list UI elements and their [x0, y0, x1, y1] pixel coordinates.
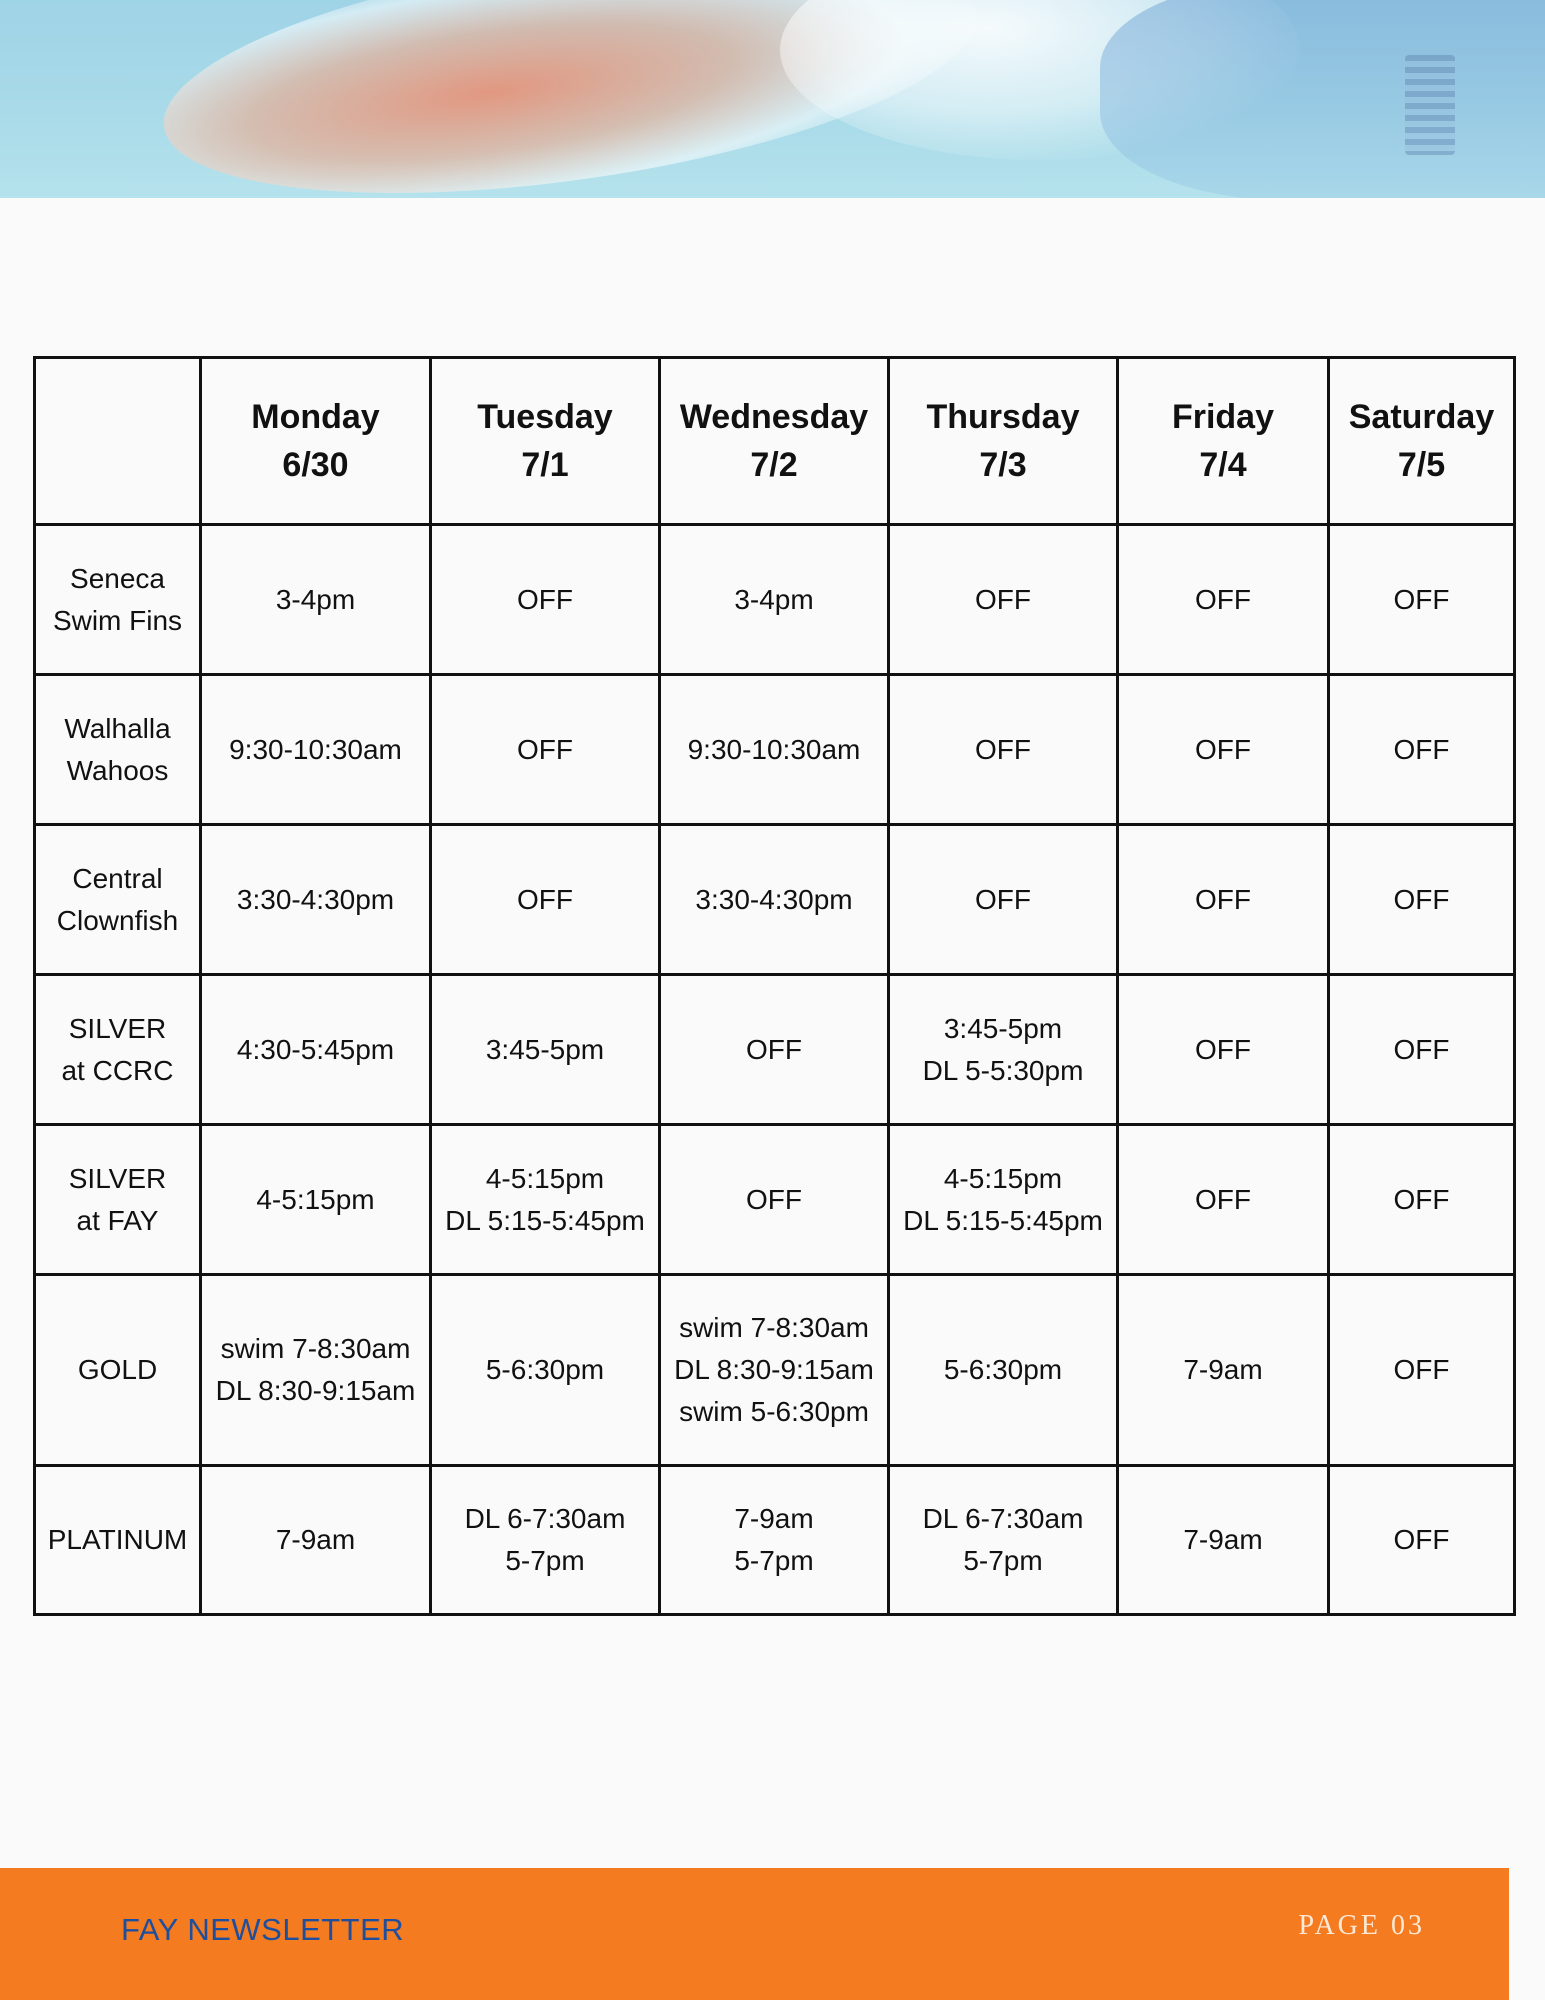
group-label: SILVER at CCRC — [35, 975, 201, 1125]
table-cell: 5-6:30pm — [431, 1275, 660, 1466]
group-label: GOLD — [35, 1275, 201, 1466]
table-row — [35, 825, 1515, 975]
header-cell-friday: Friday 7/4 — [1118, 358, 1329, 525]
table-cell: OFF — [431, 525, 660, 675]
header-cell-wednesday: Wednesday 7/2 — [660, 358, 889, 525]
group-label: Seneca Swim Fins — [35, 525, 201, 675]
table-cell: DL 6-7:30am 5-7pm — [889, 1466, 1118, 1615]
water-shadow — [1100, 0, 1545, 198]
table-cell: swim 7-8:30am DL 8:30-9:15am — [201, 1275, 431, 1466]
table-cell: OFF — [1118, 825, 1329, 975]
group-label: Walhalla Wahoos — [35, 675, 201, 825]
table-cell: 4:30-5:45pm — [201, 975, 431, 1125]
table-cell: 7-9am 5-7pm — [660, 1466, 889, 1615]
table-cell: 4-5:15pm DL 5:15-5:45pm — [889, 1125, 1118, 1275]
pool-lane-marker — [1405, 55, 1455, 155]
table-cell: 7-9am — [1118, 1275, 1329, 1466]
table-cell: 3:45-5pm DL 5-5:30pm — [889, 975, 1118, 1125]
table-cell: 3-4pm — [660, 525, 889, 675]
table-cell: OFF — [660, 975, 889, 1125]
group-label: SILVER at FAY — [35, 1125, 201, 1275]
table-cell: OFF — [660, 1125, 889, 1275]
table-cell: 9:30-10:30am — [660, 675, 889, 825]
table-cell: swim 7-8:30am DL 8:30-9:15am swim 5-6:30pm — [660, 1275, 889, 1466]
table-cell: OFF — [1329, 1466, 1515, 1615]
table-cell: 4-5:15pm — [201, 1125, 431, 1275]
table-cell: 7-9am — [1118, 1466, 1329, 1615]
group-label: Central Clownfish — [35, 825, 201, 975]
table-cell: OFF — [1329, 1125, 1515, 1275]
table-cell: OFF — [1118, 525, 1329, 675]
table-cell: OFF — [889, 825, 1118, 975]
table-cell: 3-4pm — [201, 525, 431, 675]
table-cell: OFF — [431, 825, 660, 975]
footer-bar — [0, 1868, 1509, 2000]
table-cell: OFF — [1118, 1125, 1329, 1275]
page-number: PAGE 03 — [1298, 1910, 1425, 1941]
header-cell-tuesday: Tuesday 7/1 — [431, 358, 660, 525]
practice-schedule-table — [33, 356, 1516, 1616]
header-cell-saturday: Saturday 7/5 — [1329, 358, 1515, 525]
table-cell: OFF — [1329, 1275, 1515, 1466]
table-cell: 4-5:15pm DL 5:15-5:45pm — [431, 1125, 660, 1275]
table-cell: OFF — [1329, 525, 1515, 675]
table-row — [35, 1125, 1515, 1275]
table-row — [35, 975, 1515, 1125]
table-cell: OFF — [1118, 675, 1329, 825]
table-cell: 7-9am — [201, 1466, 431, 1615]
header-cell-thursday: Thursday 7/3 — [889, 358, 1118, 525]
table-cell: DL 6-7:30am 5-7pm — [431, 1466, 660, 1615]
table-cell: OFF — [1329, 825, 1515, 975]
table-cell: OFF — [889, 525, 1118, 675]
table-cell: 9:30-10:30am — [201, 675, 431, 825]
header-row — [35, 358, 1515, 525]
header-cell-blank — [35, 358, 201, 525]
table-cell: OFF — [431, 675, 660, 825]
newsletter-brand: FAY NEWSLETTER — [121, 1912, 405, 1947]
table-row — [35, 525, 1515, 675]
group-label: PLATINUM — [35, 1466, 201, 1615]
table-cell: 3:30-4:30pm — [201, 825, 431, 975]
table-cell: 5-6:30pm — [889, 1275, 1118, 1466]
table-cell: OFF — [889, 675, 1118, 825]
header-cell-monday: Monday 6/30 — [201, 358, 431, 525]
table-cell: OFF — [1118, 975, 1329, 1125]
table-cell: 3:30-4:30pm — [660, 825, 889, 975]
table-row — [35, 675, 1515, 825]
table-row — [35, 1275, 1515, 1466]
table-row — [35, 1466, 1515, 1615]
table-cell: OFF — [1329, 975, 1515, 1125]
header-photo — [0, 0, 1545, 198]
table-cell: 3:45-5pm — [431, 975, 660, 1125]
table-cell: OFF — [1329, 675, 1515, 825]
